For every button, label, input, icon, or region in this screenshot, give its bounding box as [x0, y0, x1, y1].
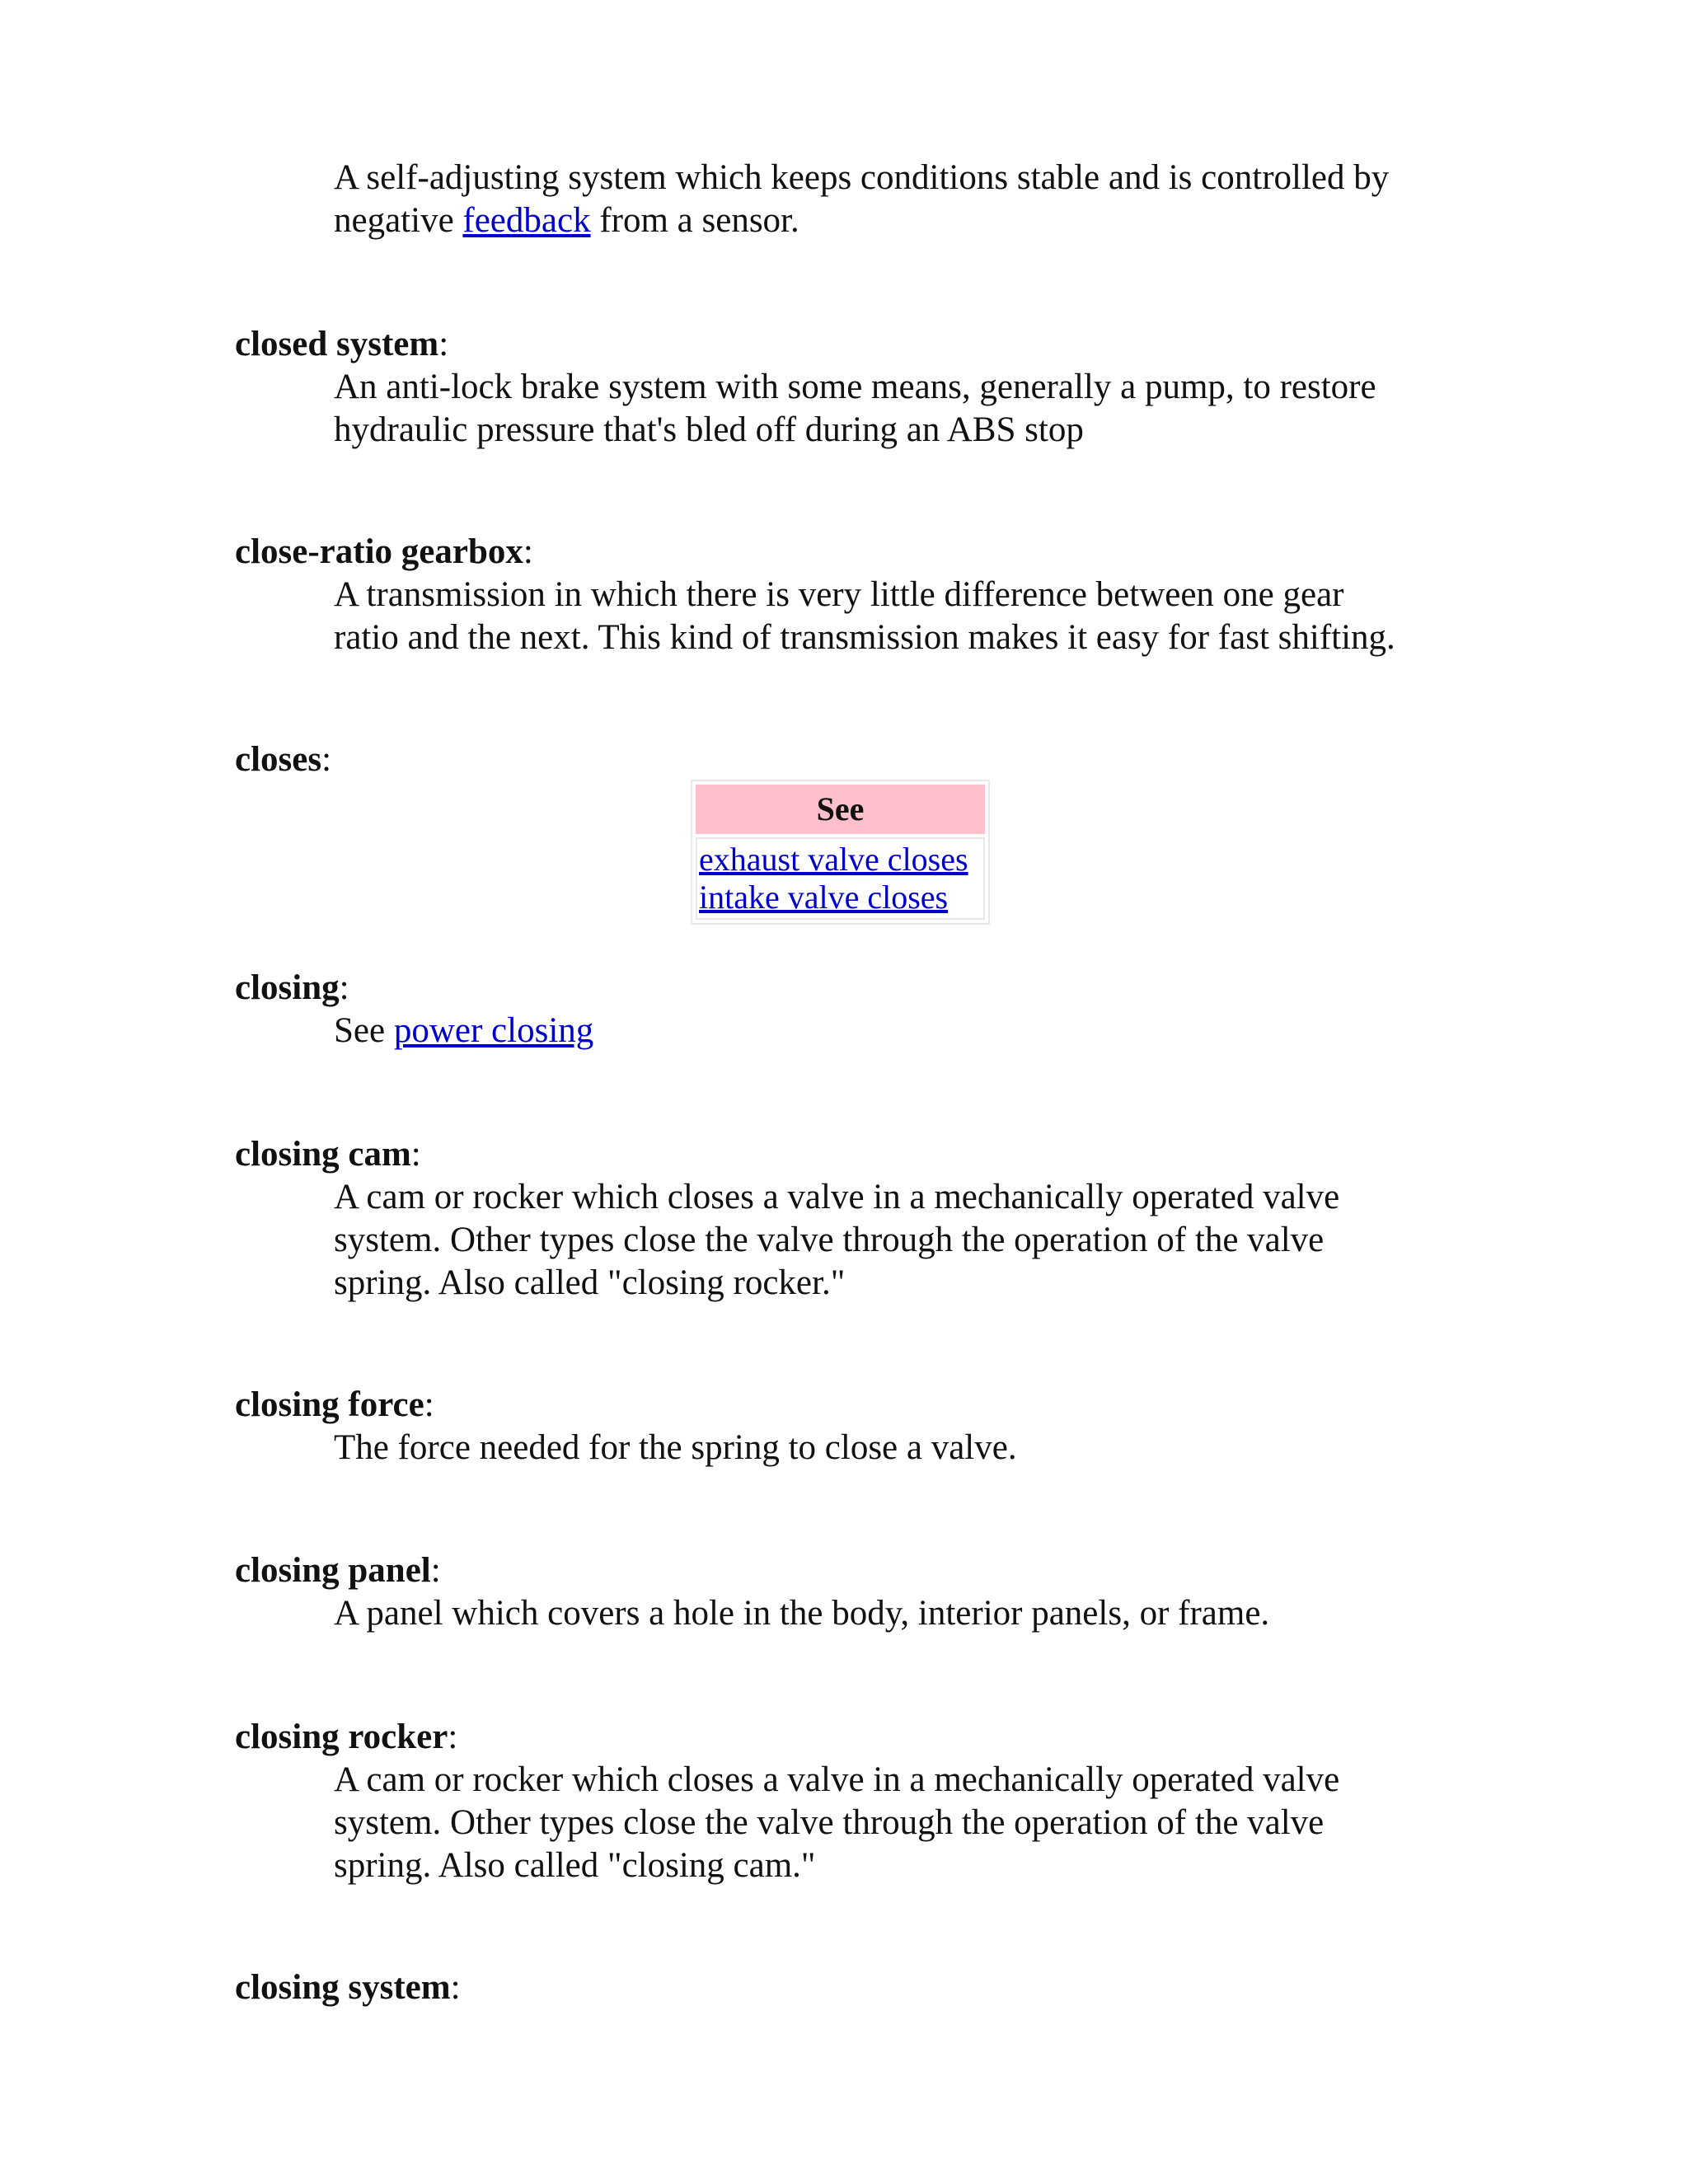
- term: close-ratio gearbox: [235, 532, 523, 571]
- term: closing rocker: [235, 1718, 448, 1756]
- intake-valve-closes-link[interactable]: intake valve closes: [699, 879, 949, 916]
- entry-closes: [235, 738, 1471, 781]
- term-line: [235, 1384, 1471, 1427]
- feedback-link[interactable]: feedback: [462, 201, 591, 240]
- definition-line: [334, 1010, 1488, 1052]
- see-also-header: See: [696, 785, 985, 834]
- definition: [334, 1176, 1488, 1305]
- term-line: [235, 1133, 1471, 1176]
- see-also-box: [691, 780, 990, 925]
- term-line: [235, 323, 1471, 366]
- term: closing: [235, 968, 340, 1007]
- definition-line: ratio and the next. This kind of transmission makes it easy for fast shifting.: [334, 618, 1395, 657]
- term: closing panel: [235, 1551, 431, 1590]
- definition-line: system. Other types close the valve through the operation of the valve: [334, 1803, 1325, 1842]
- see-also-links: [696, 837, 985, 920]
- term-line: [235, 1716, 1471, 1759]
- entry-closing-panel: [235, 1549, 1471, 1633]
- definition: [334, 1010, 1488, 1052]
- definition-line: An anti-lock brake system with some means, generally a pump, to restore: [334, 368, 1376, 406]
- definition-line: A panel which covers a hole in the body, interior panels, or frame.: [334, 1594, 1270, 1633]
- term: closing system: [235, 1968, 451, 2007]
- term: closing cam: [235, 1135, 411, 1174]
- term-line: [235, 738, 1471, 781]
- definition: [334, 157, 1488, 242]
- definition: [334, 1427, 1488, 1469]
- term-colon: :: [430, 1551, 441, 1590]
- term-line: [235, 967, 1471, 1010]
- term-colon: :: [448, 1718, 458, 1756]
- term: closed system: [235, 325, 439, 363]
- definition: [334, 1759, 1488, 1887]
- entry-close-ratio-gearbox: [235, 531, 1471, 657]
- entry-closing-cam: [235, 1133, 1471, 1302]
- entry-closed-system: [235, 323, 1471, 449]
- definition-line: The force needed for the spring to close a valve.: [334, 1428, 1017, 1467]
- term-colon: :: [438, 325, 449, 363]
- definition-line: spring. Also called "closing rocker.": [334, 1263, 846, 1302]
- definition-line: [334, 199, 1488, 242]
- definition-text: See: [334, 1011, 394, 1050]
- term-line: [235, 531, 1471, 574]
- term-colon: :: [523, 532, 533, 571]
- definition-line: A cam or rocker which closes a valve in a mechanically operated valve: [334, 1178, 1340, 1216]
- definition-line: A self-adjusting system which keeps conditions stable and is controlled by: [334, 158, 1390, 197]
- entry-closing: [235, 967, 1471, 1050]
- definition-line: hydraulic pressure that's bled off during an ABS stop: [334, 410, 1084, 449]
- term-colon: :: [339, 968, 349, 1007]
- term-colon: :: [424, 1385, 434, 1424]
- definition-line: A transmission in which there is very little difference between one gear: [334, 575, 1344, 614]
- definition: [334, 574, 1488, 659]
- entry-closing-rocker: [235, 1716, 1471, 1885]
- exhaust-valve-closes-link[interactable]: exhaust valve closes: [699, 841, 968, 878]
- definition-text: negative: [334, 201, 463, 240]
- definition-line: spring. Also called "closing cam.": [334, 1846, 816, 1885]
- definition: [334, 366, 1488, 452]
- definition-line: A cam or rocker which closes a valve in a mechanically operated valve: [334, 1760, 1340, 1799]
- entry-closing-force: [235, 1384, 1471, 1467]
- term-line: [235, 1966, 1471, 2009]
- term-colon: :: [321, 740, 332, 779]
- term-colon: :: [410, 1135, 421, 1174]
- entry-closing-system: [235, 1966, 1471, 2009]
- definition-text: from a sensor.: [590, 201, 799, 240]
- term: closes: [235, 740, 322, 779]
- definition-line: system. Other types close the valve through the operation of the valve: [334, 1221, 1325, 1259]
- term-colon: :: [450, 1968, 461, 2007]
- term: closing force: [235, 1385, 424, 1424]
- term-line: [235, 1549, 1471, 1592]
- power-closing-link[interactable]: power closing: [393, 1011, 594, 1050]
- definition: [334, 1592, 1488, 1635]
